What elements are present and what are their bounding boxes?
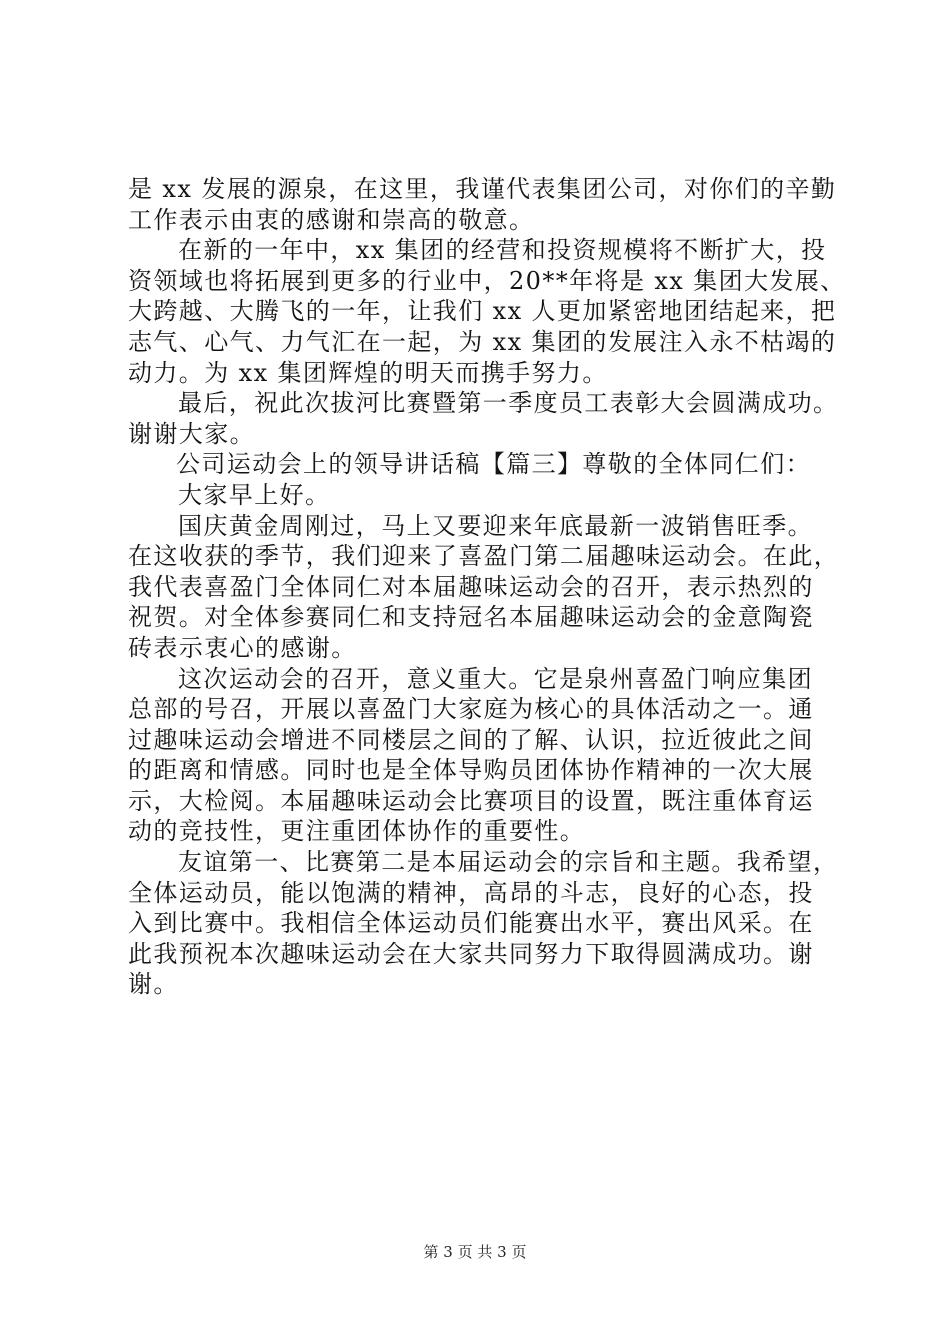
text-line: 在这收获的季节，我们迎来了喜盈门第二届趣味运动会。在此， — [128, 542, 840, 571]
text-line: 资领域也将拓展到更多的行业中，20**年将是 xx 集团大发展、 — [128, 266, 846, 295]
text-line: 谢谢大家。 — [128, 419, 255, 448]
text-line: 大跨越、大腾飞的一年，让我们 xx 人更加紧密地团结起来，把 — [128, 297, 837, 326]
text-line: 这次运动会的召开，意义重大。它是泉州喜盈门响应集团 — [178, 664, 813, 693]
text-line: 最后，祝此次拔河比赛暨第一季度员工表彰大会圆满成功。 — [178, 389, 839, 418]
text-line: 工作表示由衷的感谢和崇高的敬意。 — [128, 205, 535, 234]
text-line: 国庆黄金周刚过，马上又要迎来年底最新一波销售旺季。 — [178, 511, 813, 540]
body-text — [128, 174, 846, 1000]
text-line: 示，大检阅。本届趣味运动会比赛项目的设置，既注重体育运 — [128, 786, 814, 815]
page-number-footer: 第 3 页 共 3 页 — [423, 1243, 527, 1261]
text-line: 志气、心气、力气汇在一起，为 xx 集团的发展注入永不枯竭的 — [128, 327, 837, 356]
text-line: 此我预祝本次趣味运动会在大家共同努力下取得圆满成功。谢 — [128, 939, 814, 968]
text-line: 在新的一年中，xx 集团的经营和投资规模将不断扩大，投 — [178, 236, 827, 265]
text-line: 祝贺。对全体参赛同仁和支持冠名本届趣味运动会的金意陶瓷 — [128, 603, 814, 632]
text-line: 谢。 — [128, 970, 179, 999]
text-line: 过趣味运动会增进不同楼层之间的了解、认识，拉近彼此之间 — [128, 725, 814, 754]
text-line: 总部的号召，开展以喜盈门大家庭为核心的具体活动之一。通 — [128, 695, 814, 724]
text-line: 我代表喜盈门全体同仁对本届趣味运动会的召开，表示热烈的 — [128, 572, 814, 601]
text-line: 全体运动员，能以饱满的精神，高昂的斗志，良好的心态，投 — [128, 878, 814, 907]
text-line: 是 xx 发展的源泉，在这里，我谨代表集团公司，对你们的辛勤 — [128, 175, 837, 203]
text-line: 的距离和情感。同时也是全体导购员团体协作精神的一次大展 — [128, 756, 814, 785]
text-line: 动力。为 xx 集团辉煌的明天而携手努力。 — [128, 358, 608, 387]
text-line: 动的竞技性，更注重团体协作的重要性。 — [128, 817, 586, 846]
text-line: 砖表示衷心的感谢。 — [128, 633, 357, 662]
text-line: 入到比赛中。我相信全体运动员们能赛出水平，赛出风采。在 — [128, 909, 814, 938]
text-line: 友谊第一、比赛第二是本届运动会的宗旨和主题。我希望， — [178, 848, 839, 877]
text-line: 大家早上好。 — [178, 480, 331, 509]
section-heading-line: 公司运动会上的领导讲话稿【篇三】尊敬的全体同仁们： — [176, 450, 811, 479]
